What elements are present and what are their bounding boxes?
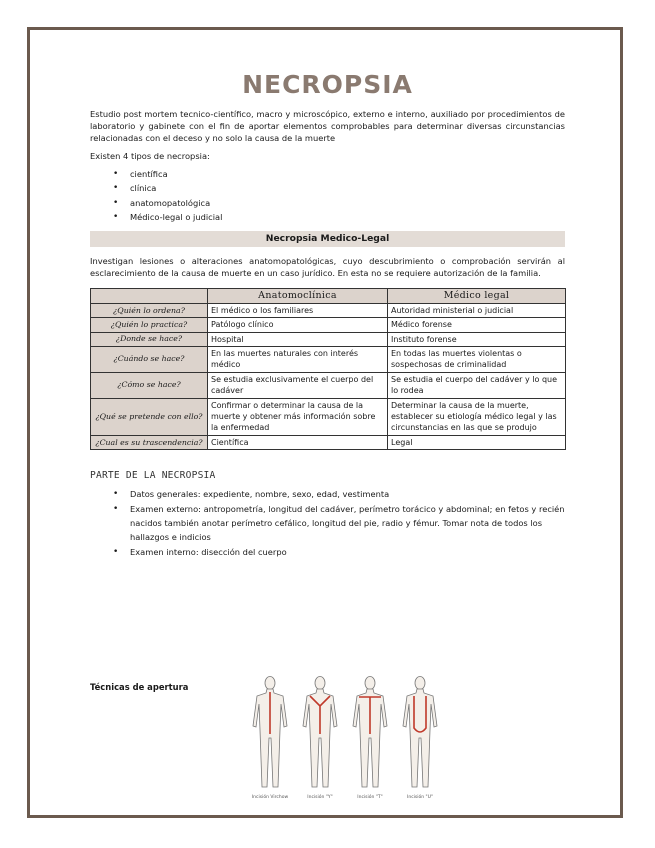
figure-label: Incisión "U": [407, 795, 433, 800]
list-item: • anatomopatológica: [130, 196, 565, 211]
table-cell: Científica: [208, 435, 388, 449]
table-cell: Determinar la causa de la muerte, establecer su etiología médico legal y las circunstancias en las que se produjo: [388, 398, 566, 435]
list-item: • Examen externo: antropometría, longitud del cadáver, perímetro torácico y abdominal; en fetos y recién nacidos también anotar perímetro cefálico, longitud del pie, radio y fémur. Tomar nota de todos los hallazgos e indicios: [130, 502, 565, 545]
table-cell: Médico forense: [388, 318, 566, 332]
question-cell: ¿Cuándo se hace?: [91, 347, 208, 373]
tecnicas-label: Técnicas de apertura: [90, 682, 189, 692]
table-row: [91, 372, 566, 398]
table-header-cell: [91, 289, 208, 303]
parte-heading: PARTE DE LA NECROPSIA: [90, 470, 216, 482]
section-heading: Necropsia Medico-Legal: [90, 231, 565, 247]
table-cell: Se estudia el cuerpo del cadáver y lo que lo rodea: [388, 372, 566, 398]
table-row: [91, 398, 566, 435]
table-cell: Legal: [388, 435, 566, 449]
question-cell: ¿Quién lo ordena?: [91, 303, 208, 317]
table-row: [91, 318, 566, 332]
table-cell: Confirmar o determinar la causa de la muerte y obtener más información sobre la enfermedad: [208, 398, 388, 435]
table-header-row: [91, 289, 566, 303]
table-cell: Se estudia exclusivamente el cuerpo del cadáver: [208, 372, 388, 398]
tipos-list: [90, 167, 565, 225]
question-cell: ¿Donde se hace?: [91, 332, 208, 346]
table-header-cell: Anatomoclínica: [208, 289, 388, 303]
body-figure-u: [398, 674, 442, 794]
list-item: • Médico-legal o judicial: [130, 210, 565, 225]
medico-legal-paragraph: Investigan lesiones o alteraciones anatomopatológicas, cuyo descubrimiento o comprobación servirán al esclarecimiento de la causa de muerte en un caso jurídico. En esta no se requiere autorización de la familia.: [90, 255, 565, 279]
table-row: [91, 347, 566, 373]
question-cell: ¿Qué se pretende con ello?: [91, 398, 208, 435]
document-page: [90, 70, 565, 559]
list-item: • clínica: [130, 181, 565, 196]
comparison-table: [90, 288, 566, 450]
list-item: • Datos generales: expediente, nombre, sexo, edad, vestimenta: [130, 487, 565, 501]
table-row: [91, 435, 566, 449]
figure-label: Incisión Virchow: [251, 795, 289, 800]
table-cell: Autoridad ministerial o judicial: [388, 303, 566, 317]
list-item: • científica: [130, 167, 565, 182]
table-cell: Hospital: [208, 332, 388, 346]
table-header-cell: Médico legal: [388, 289, 566, 303]
table-cell: En las muertes naturales con interés médico: [208, 347, 388, 373]
table-cell: El médico o los familiares: [208, 303, 388, 317]
list-item: • Examen interno: disección del cuerpo: [130, 545, 565, 559]
figure-label: Incisión "T": [357, 795, 383, 800]
intro-paragraph: Estudio post mortem tecnico-científico, macro y microscópico, externo e interno, auxiliado por procedimientos de laboratorio y gabinete con el fin de aportar elementos comprobables para determinar diversas circunstancias relacionadas con el deceso y no solo la causa de la muerte: [90, 109, 565, 144]
document-title: NECROPSIA: [242, 70, 413, 99]
question-cell: ¿Quién lo practica?: [91, 318, 208, 332]
table-row: [91, 332, 566, 346]
parte-list: [90, 487, 565, 559]
table-cell: Instituto forense: [388, 332, 566, 346]
body-figure-y: [298, 674, 342, 794]
figure-label: Incisión "Y": [307, 795, 333, 800]
table-cell: En todas las muertes violentas o sospechosas de criminalidad: [388, 347, 566, 373]
body-figure-t: [348, 674, 392, 794]
table-row: [91, 303, 566, 317]
table-cell: Patólogo clínico: [208, 318, 388, 332]
body-figure-virchow: [248, 674, 292, 794]
question-cell: ¿Cómo se hace?: [91, 372, 208, 398]
question-cell: ¿Cual es su trascendencia?: [91, 435, 208, 449]
tipos-heading: Existen 4 tipos de necropsia:: [90, 150, 210, 161]
